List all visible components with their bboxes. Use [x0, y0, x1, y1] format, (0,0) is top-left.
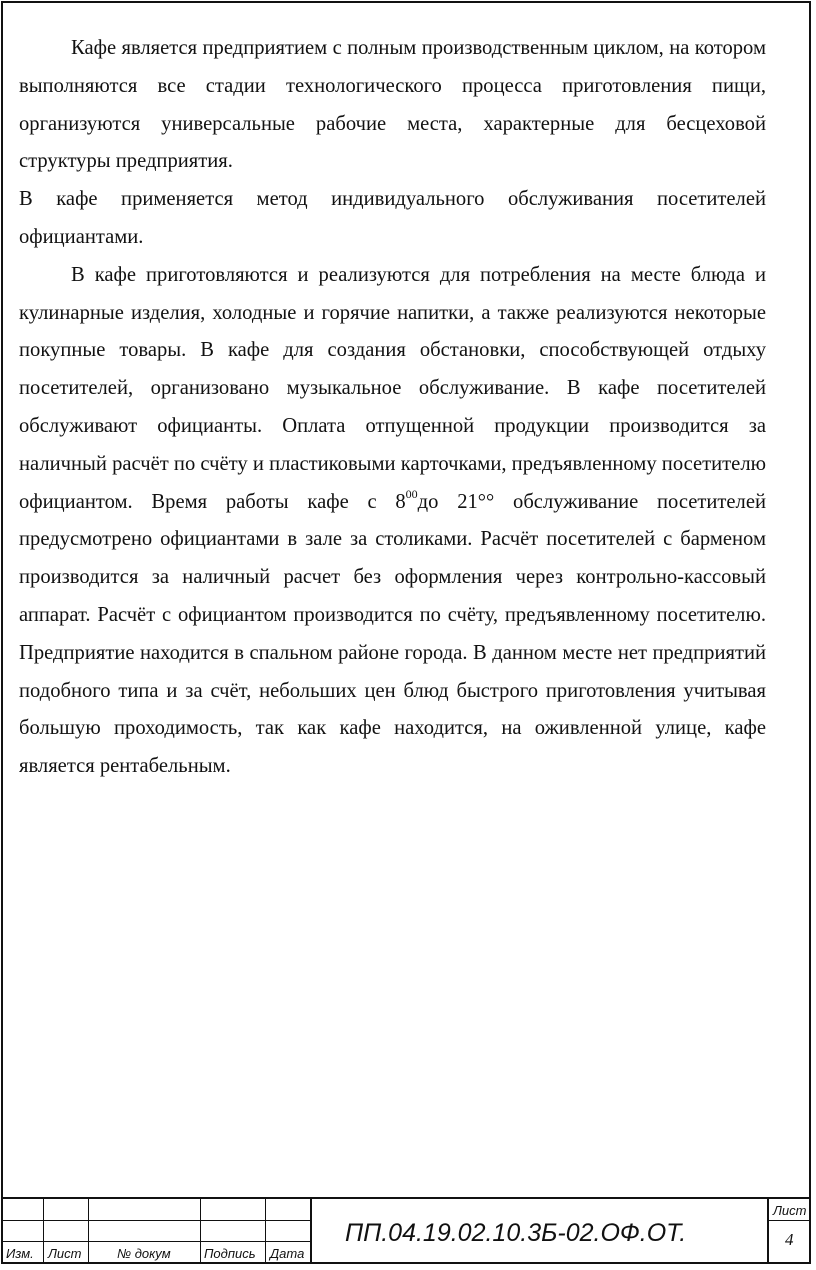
stamp-row-line	[1, 1241, 311, 1242]
document-code: ПП.04.19.02.10.3Б-02.ОФ.ОТ.	[345, 1219, 687, 1247]
stamp-row-line	[1, 1220, 311, 1221]
paragraph-3-part-a: В кафе приготовляются и реализуются для потребления на месте блюда и кулинарные изделия, холодные и горячие напитки, а также реализуются некоторые покупные товары. В кафе для создания обстановки, способствующей отдыху посетителей, организовано музыкальное обслуживание. В кафе посетителей обслуживают официанты. Оплата отпущенной продукции производится за наличный расчёт по счёту и пластиковыми карточками, предъявленному посетителю официантом. Время работы кафе с 8	[19, 263, 766, 513]
caption-doc: № докум	[117, 1246, 171, 1261]
caption-list: Лист	[48, 1246, 82, 1261]
paragraph-2: В кафе применяется метод индивидуального обслуживания посетителей официантами.	[19, 188, 766, 248]
caption-date: Дата	[270, 1246, 305, 1261]
sheet-label: Лист	[773, 1203, 807, 1218]
caption-izm: Изм.	[6, 1246, 34, 1261]
stamp-divider	[767, 1199, 769, 1264]
stamp-divider	[200, 1199, 201, 1264]
document-body	[19, 30, 766, 786]
sheet-number: 4	[785, 1230, 794, 1249]
title-block	[1, 1197, 811, 1264]
paragraph-3	[19, 257, 766, 786]
stamp-divider	[88, 1199, 89, 1264]
caption-sign: Подпись	[204, 1246, 256, 1261]
paragraph-3-part-b: до 21°° обслуживание посетителей предусмотрено официантами в зале за столиками. Расчёт посетителей с барменом производится за наличный расчет без оформления через контрольно-кассовый аппарат. Расчёт с официантом производится по счёту, предъявленному посетителю. Предприятие находится в спальном районе города. В данном месте нет предприятий подобного типа и за счёт, небольших цен блюд быстрого приготовления учитывая большую проходимость, так как кафе находится, на оживленной улице, кафе является рентабельным.	[19, 490, 766, 778]
stamp-row-line	[767, 1220, 809, 1221]
stamp-divider	[265, 1199, 266, 1264]
stamp-divider	[310, 1199, 312, 1264]
time-superscript: 00	[405, 486, 418, 501]
stamp-divider	[43, 1199, 44, 1264]
paragraph-1: Кафе является предприятием с полным производственным циклом, на котором выполняются все стадии технологического процесса приготовления пищи, организуются универсальные рабочие места, характерные для бесцеховой структуры предприятия.	[19, 37, 766, 173]
